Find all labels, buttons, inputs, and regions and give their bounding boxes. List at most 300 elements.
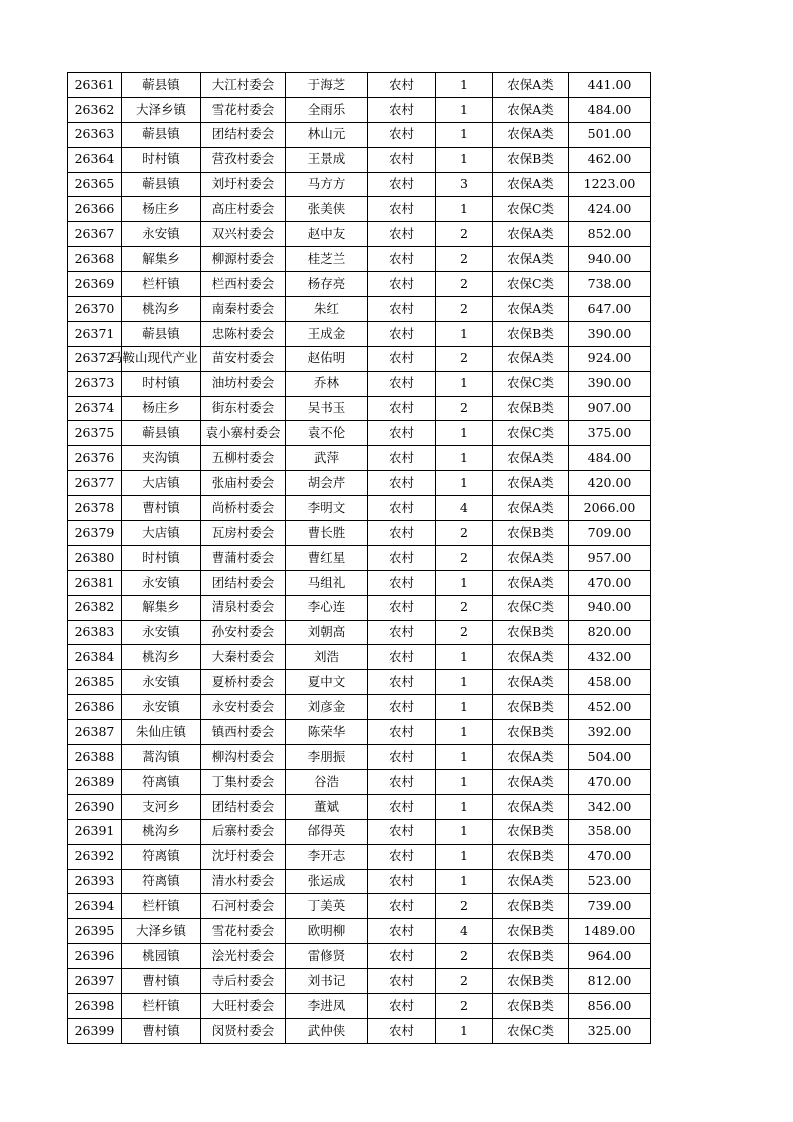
household-type-cell: 农村 <box>368 172 436 197</box>
household-size-cell: 1 <box>436 147 493 172</box>
amount-cell: 739.00 <box>569 894 651 919</box>
household-type-cell: 农村 <box>368 321 436 346</box>
amount-cell: 1489.00 <box>569 919 651 944</box>
table-row <box>68 396 651 421</box>
insurance-category-cell: 农保B类 <box>493 720 569 745</box>
insurance-category-cell: 农保A类 <box>493 869 569 894</box>
amount-cell: 709.00 <box>569 521 651 546</box>
table-row <box>68 272 651 297</box>
name-cell: 雷修贤 <box>286 944 368 969</box>
name-cell: 吴书玉 <box>286 396 368 421</box>
household-size-cell: 4 <box>436 496 493 521</box>
records-body <box>68 73 651 1044</box>
amount-cell: 856.00 <box>569 993 651 1018</box>
household-type-cell: 农村 <box>368 73 436 98</box>
insurance-category-cell: 农保A类 <box>493 247 569 272</box>
table-row <box>68 993 651 1018</box>
name-cell: 马组礼 <box>286 570 368 595</box>
household-size-cell: 2 <box>436 521 493 546</box>
household-size-cell: 1 <box>436 446 493 471</box>
town-cell: 支河乡 <box>122 794 201 819</box>
village-committee-cell: 雪花村委会 <box>201 97 286 122</box>
table-row <box>68 471 651 496</box>
serial-number-cell: 26396 <box>68 944 122 969</box>
amount-cell: 462.00 <box>569 147 651 172</box>
household-size-cell: 1 <box>436 73 493 98</box>
insurance-category-cell: 农保B类 <box>493 819 569 844</box>
household-size-cell: 1 <box>436 769 493 794</box>
insurance-category-cell: 农保A类 <box>493 570 569 595</box>
household-size-cell: 1 <box>436 794 493 819</box>
town-cell: 蕲县镇 <box>122 172 201 197</box>
village-committee-cell: 沈圩村委会 <box>201 844 286 869</box>
household-type-cell: 农村 <box>368 894 436 919</box>
village-committee-cell: 营孜村委会 <box>201 147 286 172</box>
name-cell: 武仲侠 <box>286 1018 368 1043</box>
village-committee-cell: 大旺村委会 <box>201 993 286 1018</box>
amount-cell: 504.00 <box>569 745 651 770</box>
village-committee-cell: 柳沟村委会 <box>201 745 286 770</box>
household-size-cell: 2 <box>436 396 493 421</box>
amount-cell: 852.00 <box>569 222 651 247</box>
serial-number-cell: 26375 <box>68 421 122 446</box>
serial-number-cell: 26370 <box>68 297 122 322</box>
table-row <box>68 521 651 546</box>
town-cell: 符离镇 <box>122 869 201 894</box>
name-cell: 武萍 <box>286 446 368 471</box>
insurance-category-cell: 农保A类 <box>493 769 569 794</box>
household-type-cell: 农村 <box>368 297 436 322</box>
name-cell: 夏中文 <box>286 670 368 695</box>
amount-cell: 484.00 <box>569 446 651 471</box>
name-cell: 王成金 <box>286 321 368 346</box>
table-row <box>68 197 651 222</box>
village-committee-cell: 团结村委会 <box>201 794 286 819</box>
town-cell: 永安镇 <box>122 695 201 720</box>
household-type-cell: 农村 <box>368 969 436 994</box>
insurance-category-cell: 农保A类 <box>493 670 569 695</box>
name-cell: 陈荣华 <box>286 720 368 745</box>
name-cell: 袁不伦 <box>286 421 368 446</box>
village-committee-cell: 五柳村委会 <box>201 446 286 471</box>
household-type-cell: 农村 <box>368 222 436 247</box>
insurance-category-cell: 农保A类 <box>493 73 569 98</box>
household-size-cell: 1 <box>436 197 493 222</box>
serial-number-cell: 26384 <box>68 645 122 670</box>
household-type-cell: 农村 <box>368 396 436 421</box>
household-type-cell: 农村 <box>368 794 436 819</box>
household-type-cell: 农村 <box>368 346 436 371</box>
town-cell: 大泽乡镇 <box>122 97 201 122</box>
amount-cell: 392.00 <box>569 720 651 745</box>
town-cell: 曹村镇 <box>122 969 201 994</box>
household-size-cell: 1 <box>436 869 493 894</box>
name-cell: 全雨乐 <box>286 97 368 122</box>
household-type-cell: 农村 <box>368 570 436 595</box>
table-row <box>68 1018 651 1043</box>
serial-number-cell: 26387 <box>68 720 122 745</box>
household-type-cell: 农村 <box>368 993 436 1018</box>
name-cell: 李朋振 <box>286 745 368 770</box>
serial-number-cell: 26386 <box>68 695 122 720</box>
village-committee-cell: 张庙村委会 <box>201 471 286 496</box>
household-size-cell: 2 <box>436 545 493 570</box>
household-type-cell: 农村 <box>368 471 436 496</box>
insurance-category-cell: 农保C类 <box>493 371 569 396</box>
village-committee-cell: 大江村委会 <box>201 73 286 98</box>
household-size-cell: 2 <box>436 969 493 994</box>
village-committee-cell: 夏桥村委会 <box>201 670 286 695</box>
serial-number-cell: 26399 <box>68 1018 122 1043</box>
household-type-cell: 农村 <box>368 421 436 446</box>
village-committee-cell: 清泉村委会 <box>201 595 286 620</box>
town-cell: 栏杆镇 <box>122 272 201 297</box>
household-size-cell: 2 <box>436 993 493 1018</box>
serial-number-cell: 26383 <box>68 620 122 645</box>
name-cell: 李心连 <box>286 595 368 620</box>
town-cell: 符离镇 <box>122 844 201 869</box>
household-type-cell: 农村 <box>368 720 436 745</box>
table-row <box>68 570 651 595</box>
serial-number-cell: 26362 <box>68 97 122 122</box>
name-cell: 张美侠 <box>286 197 368 222</box>
table-row <box>68 670 651 695</box>
town-cell: 大店镇 <box>122 521 201 546</box>
serial-number-cell: 26369 <box>68 272 122 297</box>
household-size-cell: 2 <box>436 944 493 969</box>
table-row <box>68 769 651 794</box>
name-cell: 朱红 <box>286 297 368 322</box>
village-committee-cell: 栏西村委会 <box>201 272 286 297</box>
serial-number-cell: 26372 <box>68 346 122 371</box>
name-cell: 林山元 <box>286 122 368 147</box>
table-row <box>68 894 651 919</box>
name-cell: 乔林 <box>286 371 368 396</box>
town-cell: 蕲县镇 <box>122 421 201 446</box>
household-size-cell: 2 <box>436 894 493 919</box>
amount-cell: 358.00 <box>569 819 651 844</box>
serial-number-cell: 26364 <box>68 147 122 172</box>
serial-number-cell: 26392 <box>68 844 122 869</box>
village-committee-cell: 团结村委会 <box>201 122 286 147</box>
household-type-cell: 农村 <box>368 272 436 297</box>
insurance-category-cell: 农保B类 <box>493 321 569 346</box>
village-committee-cell: 苗安村委会 <box>201 346 286 371</box>
household-type-cell: 农村 <box>368 620 436 645</box>
name-cell: 欧明柳 <box>286 919 368 944</box>
household-type-cell: 农村 <box>368 122 436 147</box>
insurance-category-cell: 农保B类 <box>493 919 569 944</box>
village-committee-cell: 寺后村委会 <box>201 969 286 994</box>
village-committee-cell: 镇西村委会 <box>201 720 286 745</box>
village-committee-cell: 高庄村委会 <box>201 197 286 222</box>
amount-cell: 907.00 <box>569 396 651 421</box>
village-committee-cell: 永安村委会 <box>201 695 286 720</box>
household-size-cell: 1 <box>436 1018 493 1043</box>
town-cell: 解集乡 <box>122 247 201 272</box>
insurance-category-cell: 农保C类 <box>493 1018 569 1043</box>
amount-cell: 812.00 <box>569 969 651 994</box>
name-cell: 杨存亮 <box>286 272 368 297</box>
insurance-category-cell: 农保B类 <box>493 844 569 869</box>
amount-cell: 452.00 <box>569 695 651 720</box>
town-cell: 曹村镇 <box>122 496 201 521</box>
town-cell: 杨庄乡 <box>122 197 201 222</box>
table-row <box>68 695 651 720</box>
town-cell: 桃沟乡 <box>122 819 201 844</box>
table-row <box>68 247 651 272</box>
table-row <box>68 720 651 745</box>
household-type-cell: 农村 <box>368 645 436 670</box>
household-size-cell: 1 <box>436 321 493 346</box>
village-committee-cell: 刘圩村委会 <box>201 172 286 197</box>
serial-number-cell: 26380 <box>68 545 122 570</box>
insurance-category-cell: 农保B类 <box>493 894 569 919</box>
town-cell: 桃园镇 <box>122 944 201 969</box>
town-cell: 蒿沟镇 <box>122 745 201 770</box>
village-committee-cell: 双兴村委会 <box>201 222 286 247</box>
village-committee-cell: 团结村委会 <box>201 570 286 595</box>
household-type-cell: 农村 <box>368 97 436 122</box>
table-row <box>68 421 651 446</box>
name-cell: 赵佑明 <box>286 346 368 371</box>
town-cell: 时村镇 <box>122 147 201 172</box>
serial-number-cell: 26377 <box>68 471 122 496</box>
name-cell: 李明文 <box>286 496 368 521</box>
insurance-category-cell: 农保A类 <box>493 97 569 122</box>
village-committee-cell: 大秦村委会 <box>201 645 286 670</box>
amount-cell: 424.00 <box>569 197 651 222</box>
household-type-cell: 农村 <box>368 869 436 894</box>
amount-cell: 325.00 <box>569 1018 651 1043</box>
serial-number-cell: 26398 <box>68 993 122 1018</box>
household-type-cell: 农村 <box>368 844 436 869</box>
household-type-cell: 农村 <box>368 919 436 944</box>
table-row <box>68 620 651 645</box>
household-type-cell: 农村 <box>368 147 436 172</box>
town-cell: 马鞍山现代产业 <box>122 346 201 371</box>
amount-cell: 484.00 <box>569 97 651 122</box>
insurance-category-cell: 农保A类 <box>493 297 569 322</box>
serial-number-cell: 26389 <box>68 769 122 794</box>
town-cell: 永安镇 <box>122 670 201 695</box>
village-committee-cell: 袁小寨村委会 <box>201 421 286 446</box>
insurance-category-cell: 农保C类 <box>493 421 569 446</box>
insurance-category-cell: 农保C类 <box>493 197 569 222</box>
amount-cell: 342.00 <box>569 794 651 819</box>
table-row <box>68 794 651 819</box>
village-committee-cell: 曹蒲村委会 <box>201 545 286 570</box>
name-cell: 张运成 <box>286 869 368 894</box>
town-cell: 栏杆镇 <box>122 894 201 919</box>
village-committee-cell: 瓦房村委会 <box>201 521 286 546</box>
village-committee-cell: 雪花村委会 <box>201 919 286 944</box>
town-cell: 永安镇 <box>122 222 201 247</box>
insurance-category-cell: 农保A类 <box>493 794 569 819</box>
household-size-cell: 1 <box>436 720 493 745</box>
insurance-category-cell: 农保B类 <box>493 521 569 546</box>
town-cell: 大泽乡镇 <box>122 919 201 944</box>
name-cell: 丁美英 <box>286 894 368 919</box>
serial-number-cell: 26393 <box>68 869 122 894</box>
serial-number-cell: 26394 <box>68 894 122 919</box>
insurance-category-cell: 农保B类 <box>493 993 569 1018</box>
amount-cell: 820.00 <box>569 620 651 645</box>
serial-number-cell: 26367 <box>68 222 122 247</box>
serial-number-cell: 26361 <box>68 73 122 98</box>
town-cell: 时村镇 <box>122 545 201 570</box>
amount-cell: 1223.00 <box>569 172 651 197</box>
table-row <box>68 869 651 894</box>
household-type-cell: 农村 <box>368 247 436 272</box>
name-cell: 邰得英 <box>286 819 368 844</box>
town-cell: 蕲县镇 <box>122 321 201 346</box>
household-type-cell: 农村 <box>368 745 436 770</box>
serial-number-cell: 26391 <box>68 819 122 844</box>
insurance-category-cell: 农保B类 <box>493 396 569 421</box>
insurance-category-cell: 农保A类 <box>493 172 569 197</box>
amount-cell: 957.00 <box>569 545 651 570</box>
village-committee-cell: 浍光村委会 <box>201 944 286 969</box>
amount-cell: 441.00 <box>569 73 651 98</box>
household-size-cell: 1 <box>436 844 493 869</box>
serial-number-cell: 26395 <box>68 919 122 944</box>
household-size-cell: 3 <box>436 172 493 197</box>
name-cell: 李进凤 <box>286 993 368 1018</box>
table-row <box>68 496 651 521</box>
serial-number-cell: 26382 <box>68 595 122 620</box>
insurance-category-cell: 农保A类 <box>493 122 569 147</box>
insurance-category-cell: 农保A类 <box>493 745 569 770</box>
household-size-cell: 1 <box>436 122 493 147</box>
town-cell: 朱仙庄镇 <box>122 720 201 745</box>
table-row <box>68 446 651 471</box>
insurance-category-cell: 农保C类 <box>493 595 569 620</box>
insurance-category-cell: 农保A类 <box>493 222 569 247</box>
household-type-cell: 农村 <box>368 521 436 546</box>
serial-number-cell: 26365 <box>68 172 122 197</box>
household-size-cell: 1 <box>436 570 493 595</box>
name-cell: 于海芝 <box>286 73 368 98</box>
household-size-cell: 1 <box>436 371 493 396</box>
table-row <box>68 969 651 994</box>
table-row <box>68 97 651 122</box>
records-table <box>67 72 651 1044</box>
table-row <box>68 919 651 944</box>
table-row <box>68 819 651 844</box>
name-cell: 刘浩 <box>286 645 368 670</box>
amount-cell: 470.00 <box>569 570 651 595</box>
town-cell: 时村镇 <box>122 371 201 396</box>
serial-number-cell: 26366 <box>68 197 122 222</box>
household-size-cell: 2 <box>436 595 493 620</box>
insurance-category-cell: 农保A类 <box>493 346 569 371</box>
household-size-cell: 1 <box>436 97 493 122</box>
name-cell: 胡会芹 <box>286 471 368 496</box>
table-row <box>68 545 651 570</box>
name-cell: 马方方 <box>286 172 368 197</box>
table-row <box>68 147 651 172</box>
household-size-cell: 2 <box>436 247 493 272</box>
amount-cell: 940.00 <box>569 247 651 272</box>
household-type-cell: 农村 <box>368 819 436 844</box>
table-row <box>68 645 651 670</box>
insurance-category-cell: 农保C类 <box>493 272 569 297</box>
household-size-cell: 1 <box>436 670 493 695</box>
table-row <box>68 844 651 869</box>
insurance-category-cell: 农保B类 <box>493 969 569 994</box>
household-size-cell: 1 <box>436 695 493 720</box>
town-cell: 蕲县镇 <box>122 122 201 147</box>
town-cell: 永安镇 <box>122 570 201 595</box>
village-committee-cell: 闵贤村委会 <box>201 1018 286 1043</box>
serial-number-cell: 26368 <box>68 247 122 272</box>
town-cell: 桃沟乡 <box>122 297 201 322</box>
household-type-cell: 农村 <box>368 446 436 471</box>
town-cell: 杨庄乡 <box>122 396 201 421</box>
insurance-category-cell: 农保A类 <box>493 446 569 471</box>
household-type-cell: 农村 <box>368 1018 436 1043</box>
name-cell: 曹红星 <box>286 545 368 570</box>
insurance-category-cell: 农保A类 <box>493 545 569 570</box>
amount-cell: 470.00 <box>569 769 651 794</box>
name-cell: 谷浩 <box>286 769 368 794</box>
table-row <box>68 944 651 969</box>
town-cell: 符离镇 <box>122 769 201 794</box>
household-type-cell: 农村 <box>368 496 436 521</box>
insurance-category-cell: 农保A类 <box>493 471 569 496</box>
name-cell: 王景成 <box>286 147 368 172</box>
village-committee-cell: 油坊村委会 <box>201 371 286 396</box>
village-committee-cell: 南秦村委会 <box>201 297 286 322</box>
household-type-cell: 农村 <box>368 769 436 794</box>
amount-cell: 470.00 <box>569 844 651 869</box>
household-size-cell: 1 <box>436 645 493 670</box>
serial-number-cell: 26388 <box>68 745 122 770</box>
serial-number-cell: 26363 <box>68 122 122 147</box>
amount-cell: 390.00 <box>569 321 651 346</box>
village-committee-cell: 清水村委会 <box>201 869 286 894</box>
household-size-cell: 1 <box>436 819 493 844</box>
household-size-cell: 1 <box>436 421 493 446</box>
insurance-category-cell: 农保A类 <box>493 496 569 521</box>
amount-cell: 375.00 <box>569 421 651 446</box>
household-type-cell: 农村 <box>368 670 436 695</box>
amount-cell: 738.00 <box>569 272 651 297</box>
insurance-category-cell: 农保B类 <box>493 147 569 172</box>
table-row <box>68 321 651 346</box>
amount-cell: 390.00 <box>569 371 651 396</box>
name-cell: 赵中友 <box>286 222 368 247</box>
village-committee-cell: 柳源村委会 <box>201 247 286 272</box>
village-committee-cell: 忠陈村委会 <box>201 321 286 346</box>
insurance-category-cell: 农保A类 <box>493 645 569 670</box>
town-cell: 解集乡 <box>122 595 201 620</box>
table-row <box>68 371 651 396</box>
town-cell: 永安镇 <box>122 620 201 645</box>
amount-cell: 2066.00 <box>569 496 651 521</box>
town-cell: 蕲县镇 <box>122 73 201 98</box>
serial-number-cell: 26379 <box>68 521 122 546</box>
amount-cell: 647.00 <box>569 297 651 322</box>
household-size-cell: 2 <box>436 620 493 645</box>
table-row <box>68 297 651 322</box>
amount-cell: 501.00 <box>569 122 651 147</box>
serial-number-cell: 26397 <box>68 969 122 994</box>
amount-cell: 940.00 <box>569 595 651 620</box>
insurance-category-cell: 农保B类 <box>493 620 569 645</box>
insurance-category-cell: 农保B类 <box>493 944 569 969</box>
